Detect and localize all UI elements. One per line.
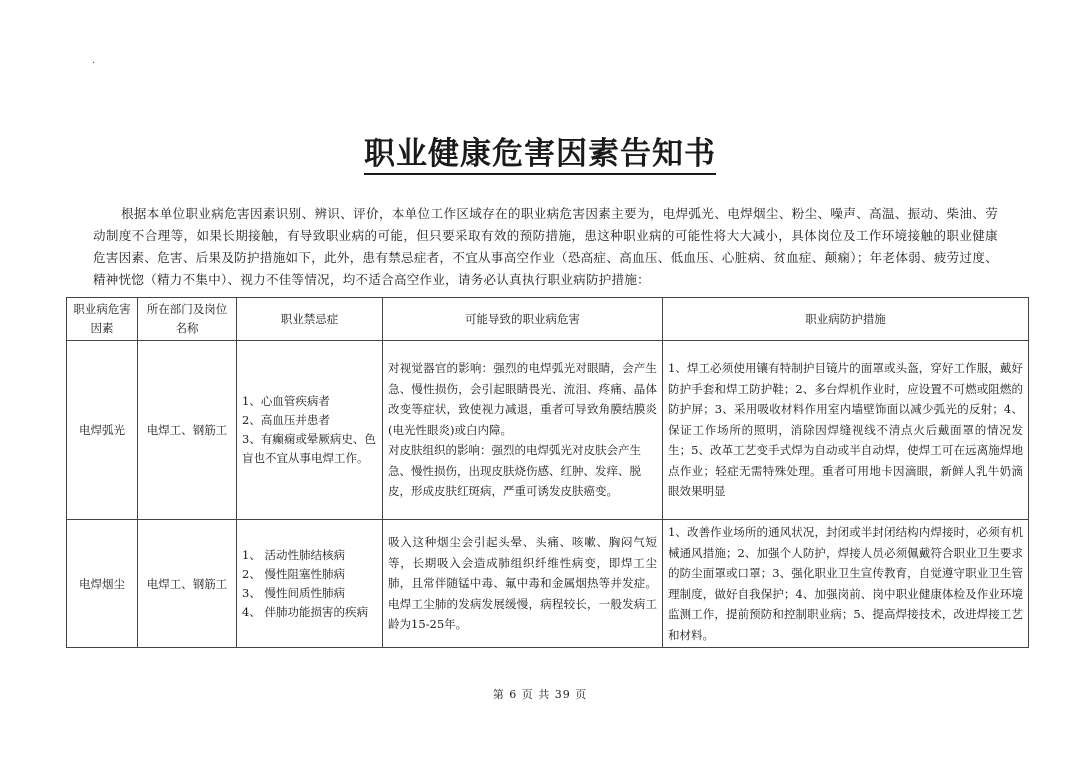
harm-line: 皮，形成皮肤红斑病，严重可诱发皮肤癌变。 [388, 484, 618, 499]
table-header-row [67, 298, 1029, 341]
cell-harm [383, 341, 663, 520]
harm-line: 对皮肤组织的影响：强烈的电焊弧光对皮肤会产生 [388, 443, 641, 458]
harm-line: 急、慢性损伤，出现皮肤烧伤感、红肿、发痒、脱 [388, 463, 641, 478]
page-footer: 第 6 页 共 39 页 [492, 688, 588, 701]
cell-factor: 电焊烟尘 [67, 520, 138, 648]
hazard-table [66, 297, 1029, 648]
intro-paragraph: 根据本单位职业病危害因素识别、辨识、评价，本单位工作区域存在的职业病危害因素主要为，电焊弧光、电焊烟尘、粉尘、噪声、高温、振动、柴油、劳动制度不合理等，如果长期接触，有导致职业病的可能，但只要采取有效的预防措施，患这种职业病的可能性将大大减小，具体岗位及工作环境接触的职业健康危害因素、危害、后果及防护措施如下，此外，患有禁忌症者，不宜从事高空作业（恐高症、高血压、低血压、心脏病、贫血症、颠痫）；年老体弱、疲劳过度、精神恍惚（精力不集中）、视力不佳等情况，均不适合高空作业，请务必认真执行职业病防护措施： [93, 205, 998, 287]
page-mark: · [92, 58, 96, 69]
cell-harm [383, 520, 663, 648]
contra-item: 2、高血压并患者 [242, 413, 330, 427]
page-title [0, 128, 1080, 173]
cell-protect: 1、焊工必须使用镶有特制护目镜片的面罩或头盔，穿好工作服，戴好防护手套和焊工防护鞋；2、多台焊机作业时，应设置不可燃或阻燃的防护屏；3、采用吸收材料作用室内墙壁饰面以减少弧光的反射；4、保证工作场所的照明，消除因焊缝视线不清点火后戴面罩的情况发生；5、改革工艺变手式焊为自动或半自动焊，使焊工可在远离施焊地点作业；轻症无需特殊处理。重者可用地卡因滴眼，新鲜人乳牛奶滴眼效果明显 [663, 341, 1029, 520]
harm-line: 对视觉器官的影响：强烈的电焊弧光对眼睛，会产生急、慢性损伤，会引起眼睛畏光、流泪、疼痛、晶体改变等症状，致使视力减退，重者可导致角膜结膜炎(电光性眼炎)或白内障。 [388, 361, 657, 437]
cell-protect: 1、改善作业场所的通风状况，封闭或半封闭结构内焊接时，必须有机械通风措施；2、加强个人防护，焊接人员必须佩戴符合职业卫生要求的防尘面罩或口罩；3、强化职业卫生宣传教育，自觉遵守职业卫生管理制度，做好自我保护；4、加强岗前、岗中职业健康体检及作业环境监测工作，提前预防和控制职业病；5、提高焊接技术，改进焊接工艺和材料。 [663, 520, 1029, 648]
header-factor: 职业病危害因素 [67, 298, 138, 341]
contra-item: 1、心血管疾病者 [242, 394, 330, 408]
header-contra: 职业禁忌症 [237, 298, 383, 341]
contra-item: 3、 慢性间质性肺病 [242, 585, 345, 600]
table-row [67, 520, 1029, 648]
header-dept: 所在部门及岗位名称 [138, 298, 237, 341]
contra-item: 4、 伴肺功能损害的疾病 [242, 604, 368, 619]
cell-contra [237, 341, 383, 520]
cell-dept: 电焊工、钢筋工 [138, 520, 237, 648]
contra-item: 3、有癫痫或晕厥病史、色盲也不宜从事电焊工作。 [242, 432, 376, 465]
harm-line: 吸入这种烟尘会引起头晕、头痛、咳嗽、胸闷气短等，长期吸入会造成肺组织纤维性病变，即焊工尘肺，且常伴随锰中毒、氟中毒和金属烟热等并发症。电焊工尘肺的发病发展缓慢，病程较长，一般发病工龄为15-25年。 [388, 535, 657, 632]
header-protect: 职业病防护措施 [663, 298, 1029, 341]
page-title-text: 职业健康危害因素告知书 [364, 136, 716, 175]
cell-dept: 电焊工、钢筋工 [138, 341, 237, 520]
contra-item: 1、 活动性肺结核病 [242, 547, 345, 562]
header-harm: 可能导致的职业病危害 [383, 298, 663, 341]
cell-factor: 电焊弧光 [67, 341, 138, 520]
table-row [67, 341, 1029, 520]
contra-item: 2、 慢性阻塞性肺病 [242, 566, 345, 581]
cell-contra [237, 520, 383, 648]
